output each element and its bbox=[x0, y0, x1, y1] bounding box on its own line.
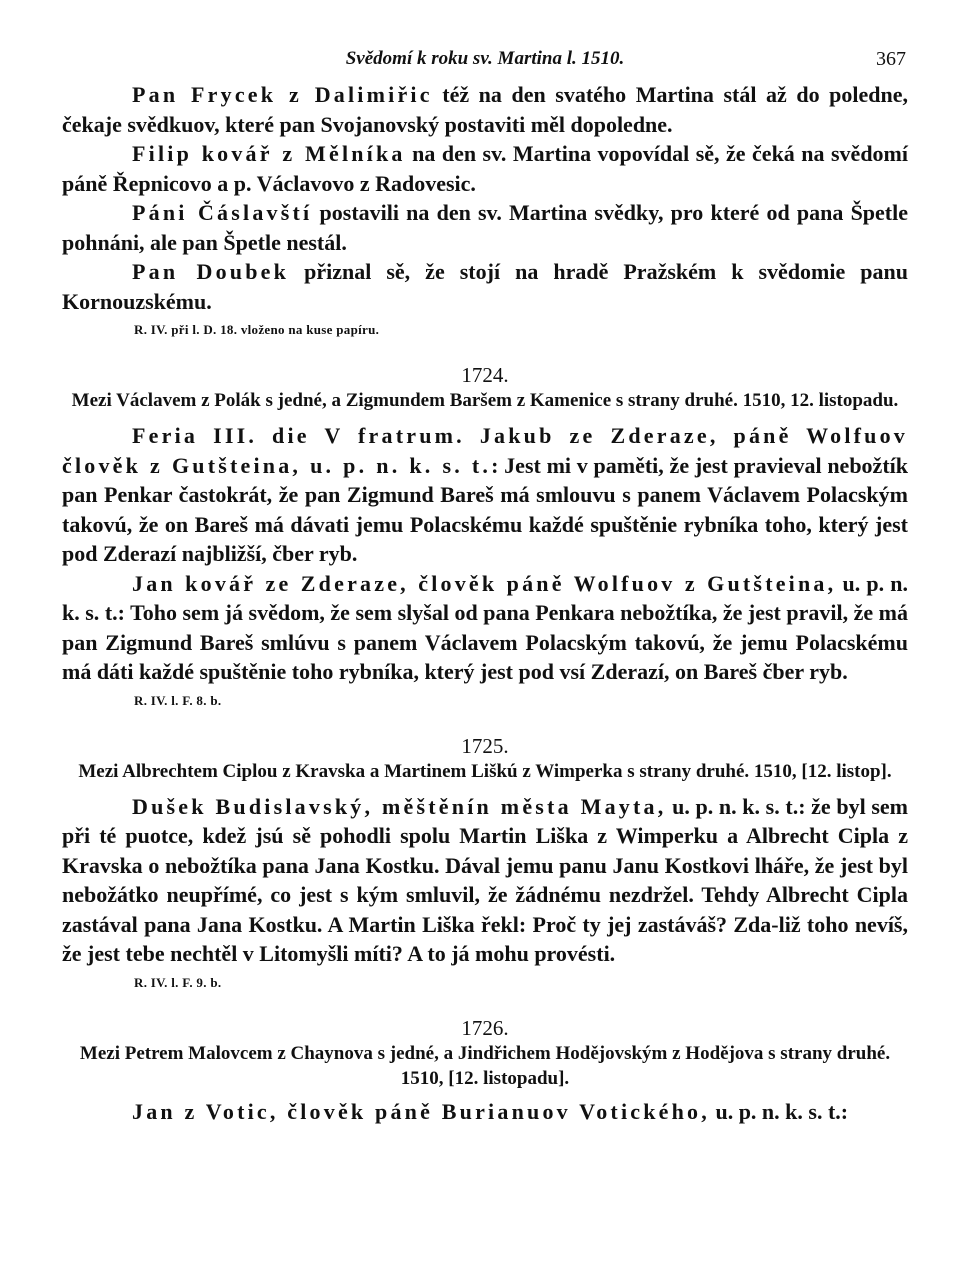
paragraph-text: na den sv. Martina vopovídal sě, že čeká na svědomí páně Řepnicovo a p. Václavovo z Radovesic. bbox=[62, 141, 908, 196]
paragraph-lead: Feria III. die V fratrum. Jakub ze Zderaze, páně Wolfuov člověk z Gutšteina, u. p. n. k. s. t. bbox=[62, 423, 908, 478]
paragraph-lead: Filip kovář z Mělníka bbox=[132, 141, 406, 166]
paragraph-text: u. p. n. k. s. t.: bbox=[709, 1098, 849, 1124]
entry-continuation bbox=[62, 80, 908, 338]
paragraph bbox=[62, 198, 908, 257]
entry-rubric: Mezi Václavem z Polák s jedné, a Zigmundem Baršem z Kamenice s strany druhé. 1510, 12. listopadu. bbox=[71, 390, 899, 411]
source-reference: R. IV. při l. D. 18. vloženo na kuse papíru. bbox=[134, 322, 380, 337]
paragraph-lead: Dušek Budislavský, měštěnín města Mayta, bbox=[132, 793, 667, 819]
source-reference: R. IV. l. F. 9. b. bbox=[134, 974, 222, 990]
paragraph-text: u. p. n. k. s. t.: Toho sem já svědom, že sem slyšal od pana Penkara nebožtíka, že jest pravil, že má pan Zigmund Bareš smlúvu s panem Václavem Polacským takovú, že jemu Polacskému má dáti každé spuštěnie toho rybníka, který jest pod vsí Zderazí, on Bareš čber ryb. bbox=[62, 570, 908, 684]
paragraph-text: : Jest mi v paměti, že jest pravieval nebožtík pan Penkar častokrát, že pan Zigmund Bareš má smlouvu s panem Václavem Polacským takovú, že on Bareš má dávati jemu Polacskému každé spuštěnie rybníka toho, který jest pod Zderazí najbližší, čber ryb. bbox=[62, 452, 908, 566]
paragraph-text: přiznal sě, že stojí na hradě Pražském k svědomie panu Kornouzskému. bbox=[62, 259, 908, 314]
entry-1724 bbox=[62, 362, 908, 709]
paragraph-text: postavili na den sv. Martina svědky, pro které od pana Špetle pohnáni, ale pan Špetle nestál. bbox=[62, 200, 909, 255]
entry-number: 1726. bbox=[461, 1015, 509, 1040]
entry-number: 1724. bbox=[461, 363, 509, 387]
page-number: 367 bbox=[876, 48, 906, 70]
paragraph bbox=[62, 257, 908, 316]
running-header bbox=[62, 40, 908, 80]
paragraph-text: u. p. n. k. s. t.: že byl sem při té puotce, kdež jsú sě pohodli spolu Martin Liška z Wimperku a Albrecht Cipla z Kravska o nebožtíka pana Jana Kostku. Dával jemu panu Janu Kostkovi lháře, že jest byl nebožátko neupřímé, co jest s kým smluvil, že žádnému nezdržel. Tehdy Albrecht Cipla zastával pana Jana Kostku. A Martin Liška řekl: Proč ty jej zastáváš? Zda-liž toho nevíš, že jest tebe nechtěl v Litomyšli míti? A to já mohu provésti. bbox=[62, 793, 909, 966]
paragraph-lead: Jan z Votic, člověk páně Burianuov Votického, bbox=[132, 1098, 710, 1124]
paragraph-lead: Páni Čáslavští bbox=[132, 200, 313, 225]
paragraph bbox=[62, 80, 908, 139]
entry-number: 1725. bbox=[461, 733, 509, 758]
paragraph bbox=[62, 139, 908, 198]
paragraph bbox=[62, 792, 908, 969]
entry-1725 bbox=[62, 733, 908, 991]
entry-1726 bbox=[62, 1015, 908, 1127]
paragraph bbox=[62, 421, 908, 569]
source-reference: R. IV. l. F. 8. b. bbox=[134, 692, 222, 708]
document-page bbox=[62, 40, 908, 1126]
paragraph bbox=[62, 1097, 908, 1127]
paragraph-lead: Pan Frycek z Dalimiřic bbox=[132, 82, 433, 107]
entry-rubric: Mezi Petrem Malovcem z Chaynova s jedné, a Jindřichem Hodějovským z Hodějova s strany druhé. 1510, [12. listopadu]. bbox=[79, 1042, 891, 1089]
paragraph-lead: Jan kovář ze Zderaze, člověk páně Wolfuov z Gutšteina, bbox=[132, 570, 837, 596]
paragraph bbox=[62, 569, 908, 687]
paragraph-text: též na den svatého Martina stál až do poledne, čekaje svědkuov, které pan Svojanovský postaviti měl dopoledne. bbox=[62, 82, 909, 137]
entry-rubric: Mezi Albrechtem Ciplou z Kravska a Martinem Liškú z Wimperka s strany druhé. 1510, [12. listop]. bbox=[78, 760, 892, 782]
paragraph-lead: Pan Doubek bbox=[132, 259, 290, 284]
running-title: Svědomí k roku sv. Martina l. 1510. bbox=[345, 48, 625, 69]
